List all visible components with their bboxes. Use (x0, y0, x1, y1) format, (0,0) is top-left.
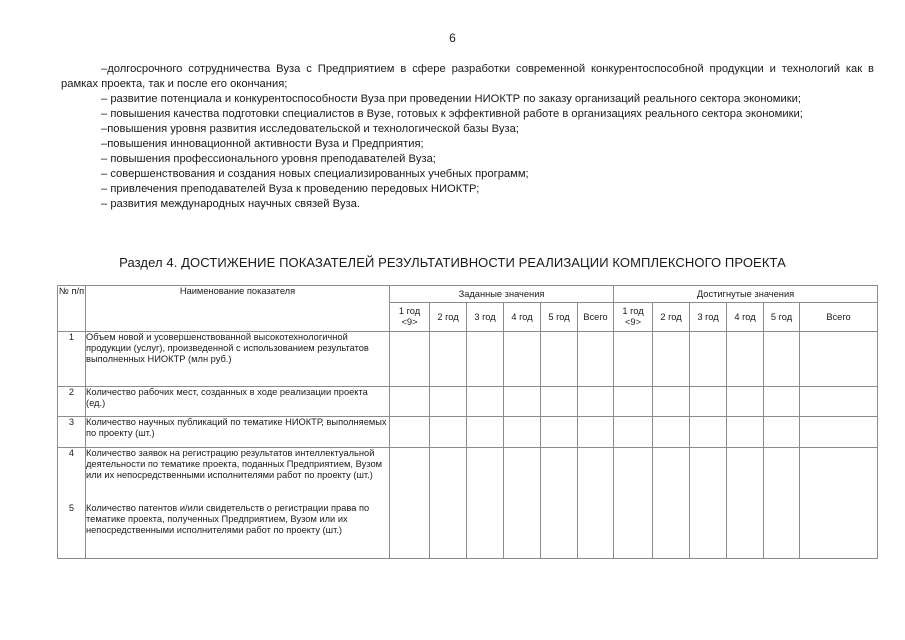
value-cell[interactable] (800, 387, 878, 417)
column-header-year2: 2 год (653, 303, 690, 332)
value-cell[interactable] (614, 417, 653, 448)
page-number: 6 (449, 31, 456, 45)
value-cell[interactable] (541, 332, 578, 387)
value-cell[interactable] (614, 332, 653, 387)
column-header-total: Всего (578, 303, 614, 332)
value-cell[interactable] (390, 448, 430, 503)
value-cell[interactable] (390, 332, 430, 387)
value-cell[interactable] (504, 332, 541, 387)
paragraph: –долгосрочного сотрудничества Вуза с Предприятием в сфере разработки современной конкурентоспособной продукции и технологий как в рамках проекта, так и после его окончания; (61, 63, 874, 90)
value-cell[interactable] (800, 448, 878, 503)
value-cell[interactable] (690, 503, 727, 559)
value-cell[interactable] (764, 503, 800, 559)
value-cell[interactable] (578, 417, 614, 448)
value-cell[interactable] (504, 387, 541, 417)
value-cell[interactable] (430, 417, 467, 448)
row-number: 2 (58, 387, 86, 417)
section-title: Раздел 4. ДОСТИЖЕНИЕ ПОКАЗАТЕЛЕЙ РЕЗУЛЬТАТИВНОСТИ РЕАЛИЗАЦИИ КОМПЛЕКСНОГО ПРОЕКТА (119, 255, 786, 270)
column-header-year1: 1 год <9> (614, 303, 653, 332)
column-group-planned: Заданные значения (390, 286, 614, 303)
column-header-year2: 2 год (430, 303, 467, 332)
value-cell[interactable] (800, 503, 878, 559)
value-cell[interactable] (467, 417, 504, 448)
column-header-year4: 4 год (727, 303, 764, 332)
value-cell[interactable] (578, 503, 614, 559)
value-cell[interactable] (653, 448, 690, 503)
value-cell[interactable] (690, 332, 727, 387)
value-cell[interactable] (800, 417, 878, 448)
value-cell[interactable] (504, 417, 541, 448)
value-cell[interactable] (690, 387, 727, 417)
value-cell[interactable] (541, 417, 578, 448)
indicator-name: Количество заявок на регистрацию результатов интеллектуальной деятельности по тематике проекта, поданных Предприятием, Вузом или их непосредственными исполнителями работ по проекту (шт.) (86, 448, 390, 503)
value-cell[interactable] (690, 448, 727, 503)
paragraph: – совершенствования и создания новых специализированных учебных программ; (101, 168, 529, 180)
value-cell[interactable] (727, 332, 764, 387)
indicator-name: Объем новой и усовершенствованной высокотехнологичной продукции (услуг), произведенной с использованием результатов выполненных НИОКТР (млн руб.) (86, 332, 390, 387)
value-cell[interactable] (727, 387, 764, 417)
column-header-year5: 5 год (541, 303, 578, 332)
value-cell[interactable] (541, 448, 578, 503)
table-row (58, 503, 878, 559)
column-header-year3: 3 год (467, 303, 504, 332)
value-cell[interactable] (467, 387, 504, 417)
value-cell[interactable] (578, 448, 614, 503)
value-cell[interactable] (653, 387, 690, 417)
paragraph: – повышения качества подготовки специалистов в Вузе, готовых к эффективной работе в организациях реального сектора экономики; (101, 108, 803, 120)
value-cell[interactable] (541, 503, 578, 559)
indicator-name: Количество рабочих мест, созданных в ходе реализации проекта (ед.) (86, 387, 390, 417)
value-cell[interactable] (504, 448, 541, 503)
value-cell[interactable] (467, 448, 504, 503)
value-cell[interactable] (764, 387, 800, 417)
value-cell[interactable] (541, 387, 578, 417)
value-cell[interactable] (578, 387, 614, 417)
value-cell[interactable] (653, 503, 690, 559)
column-header-year5: 5 год (764, 303, 800, 332)
value-cell[interactable] (614, 503, 653, 559)
indicator-name: Количество патентов и/или свидетельств о регистрации права по тематике проекта, полученных Предприятием, Вузом или их непосредственными исполнителями работ по проекту (шт.) (86, 503, 390, 559)
value-cell[interactable] (504, 503, 541, 559)
value-cell[interactable] (430, 448, 467, 503)
paragraph: – привлечения преподавателей Вуза к проведению передовых НИОКТР; (101, 183, 480, 195)
paragraph-list (61, 62, 874, 212)
table-row (58, 387, 878, 417)
row-number: 1 (58, 332, 86, 387)
column-header-name: Наименование показателя (86, 286, 390, 332)
column-group-achieved: Достигнутые значения (614, 286, 878, 303)
value-cell[interactable] (764, 448, 800, 503)
value-cell[interactable] (390, 503, 430, 559)
value-cell[interactable] (430, 332, 467, 387)
paragraph: – развития международных научных связей Вуза. (101, 198, 361, 210)
value-cell[interactable] (614, 448, 653, 503)
table-row (58, 417, 878, 448)
value-cell[interactable] (390, 387, 430, 417)
value-cell[interactable] (727, 417, 764, 448)
indicators-table (57, 285, 878, 559)
value-cell[interactable] (614, 387, 653, 417)
row-number: 3 (58, 417, 86, 448)
value-cell[interactable] (764, 332, 800, 387)
value-cell[interactable] (430, 503, 467, 559)
value-cell[interactable] (467, 503, 504, 559)
paragraph: –повышения уровня развития исследовательской и технологической базы Вуза; (101, 123, 519, 135)
value-cell[interactable] (690, 417, 727, 448)
row-number: 4 (58, 448, 86, 503)
value-cell[interactable] (764, 417, 800, 448)
value-cell[interactable] (727, 503, 764, 559)
row-number: 5 (58, 503, 86, 559)
table-row (58, 448, 878, 503)
indicator-name: Количество научных публикаций по тематике НИОКТР, выполняемых по проекту (шт.) (86, 417, 390, 448)
value-cell[interactable] (653, 332, 690, 387)
value-cell[interactable] (653, 417, 690, 448)
paragraph: – повышения профессионального уровня преподавателей Вуза; (101, 153, 436, 165)
paragraph: – развитие потенциала и конкурентоспособности Вуза при проведении НИОКТР по заказу организаций реального сектора экономики; (101, 93, 801, 105)
value-cell[interactable] (430, 387, 467, 417)
column-header-year3: 3 год (690, 303, 727, 332)
value-cell[interactable] (390, 417, 430, 448)
value-cell[interactable] (467, 332, 504, 387)
column-header-year1: 1 год <9> (390, 303, 430, 332)
table-row (58, 332, 878, 387)
column-header-total: Всего (800, 303, 878, 332)
value-cell[interactable] (578, 332, 614, 387)
paragraph: –повышения инновационной активности Вуза и Предприятия; (101, 138, 424, 150)
value-cell[interactable] (800, 332, 878, 387)
column-header-year4: 4 год (504, 303, 541, 332)
value-cell[interactable] (727, 448, 764, 503)
column-header-number: № п/п (58, 286, 86, 332)
